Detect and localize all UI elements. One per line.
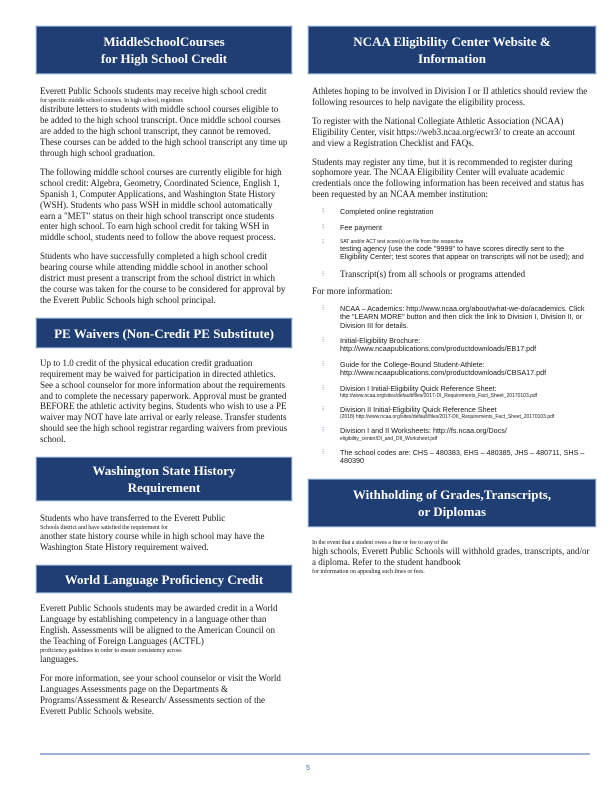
banner-title-line-1: Withholding of Grades,Transcripts, (352, 486, 552, 502)
washington-history-banner (36, 457, 292, 501)
washington-history-paragraph: Students who have transferred to the Everett Public Schools district and have satisfied the requirement for another state history course while in high school may have the Washington State History requirement waived. (40, 513, 265, 553)
ncaa-requirements-list (322, 208, 590, 279)
bullet-icon: ⁝ (322, 405, 325, 413)
pe-waivers-paragraph: Up to 1.0 credit of the physical education credit graduation requirement may be waived for participation in directed athletics. See a school counselor for more information about the requirements and to complete the necessary paperwork. Approval must be granted BEFORE the athletic activity begins. Students who wish to use a PE waiver may NOT have late arrival or early release. Transfer students should see the high school registrar regarding waivers from previous school. (40, 357, 288, 445)
list-item: ⁝ Completed online registration (322, 207, 434, 217)
banner-title-line-1: NCAA Eligibility Center Website & (353, 34, 551, 49)
ncaa-resources-list (322, 305, 590, 466)
list-item: ⁝ Division I Initial-Eligibility Quick Reference Sheet: http://www.ncaa.org/sites/default/files/2017-DI_Requirements_Fact_Sheet_20170103.pdf (322, 383, 538, 399)
footer-divider (40, 753, 590, 755)
list-item: ⁝ Guide for the College-Bound Student-Athlete: http://www.ncaapublications.com/productdownloads/CBSA17.pdf (322, 359, 547, 378)
left-column (40, 26, 288, 717)
list-item: ⁝ SAT and/or ACT test score(s) on file from the respective testing agency (use the code "9999" to have scores directly sent to the Eligibility Center; test scores that appear on transcripts will not be used); and (322, 238, 584, 262)
list-item: ⁝ Division I and II Worksheets: http://fs.ncaa.org/Docs/ eligibility_center/DI_and_DII_Worksheet.pdf (322, 426, 507, 442)
right-column (312, 26, 590, 575)
list-item: ⁝ Initial-Eligibility Brochure: http://www.ncaapublications.com/productdownloads/EB17.pdf (322, 335, 537, 354)
bullet-icon: ⁝ (322, 269, 325, 278)
world-language-paragraph-2: For more information, see your school counselor or visit the World Languages Assessments page on the Departments & Programs/Assessment & Research/ Assessments section of the Everett Public Schools website. (40, 673, 281, 717)
withholding-banner (308, 479, 596, 527)
bullet-icon: ⁝ (322, 336, 325, 344)
bullet-icon: ⁝ (322, 208, 325, 216)
more-information-label: For more information: (312, 285, 393, 296)
bullet-icon: ⁝ (322, 360, 325, 368)
banner-title-line-2: or Diplomas (417, 503, 486, 519)
banner-title-line-1: PE Waivers (Non-Credit PE Substitute) (54, 325, 274, 341)
banner-title-line-1: World Language Proficiency Credit (64, 572, 264, 588)
ncaa-paragraph-1: Athletes hoping to be involved in Division I or II athletics should review the following resources to help navigate the eligibility process. (312, 86, 588, 107)
withholding-paragraph: In the event that a student owes a fine or fee to any of the high schools, Everett Public Schools will withhold grades, transcripts, and/or a diploma. Refer to the student handbook for information on appealing such fines or fees. (312, 538, 590, 575)
bullet-icon: ⁝ (322, 448, 325, 456)
bullet-icon: ⁝ (322, 384, 325, 392)
bullet-icon: ⁝ (322, 427, 325, 435)
middle-school-paragraph-2: The following middle school courses are currently eligible for high school credit: Algebra, Geometry, Coordinated Science, English 1, Spanish 1, Computer Applications, and Washington State History (WSH). Students who pass WSH in middle school automatically earn a "MET" status on their high school transcript once students enter high school. To earn high school credit for taking WSH in middle school, students need to follow the above request process. (40, 166, 282, 243)
banner-title-line-2: Information (418, 51, 486, 66)
ncaa-paragraph-3: Students may register any time, but it is recommended to register during sophomore year. The NCAA Eligibility Center will evaluate academic credentials once the following information has been received and status has been requested by an NCAA member institution: (312, 156, 584, 200)
middle-school-paragraph-1: Everett Public Schools students may receive high school credit for specific middle school courses. In high school, registrars distribute letters to students with middle school courses eligible to be added to the high school transcript. Once middle school courses are added to the high school transcript, they cannot be removed. These courses can be added to the high school transcript any time up through high school graduation. (40, 86, 288, 159)
world-language-paragraph-1: Everett Public Schools students may be awarded credit in a World Language by establishing competency in a language other than English. Assessments will be aligned to the American Council on the Teaching of Foreign Languages (ACTFL) proficiency guidelines in order to ensure consistency across languages. (40, 603, 278, 665)
bullet-icon: ⁝ (322, 223, 325, 231)
list-item: ⁝ The school codes are: CHS – 480383, EHS – 480385, JHS – 480711, SHS – 480390 (322, 447, 585, 466)
ncaa-banner (308, 26, 596, 74)
bullet-icon: ⁝ (322, 304, 325, 312)
banner-title-line-1: Washington State History (92, 463, 236, 479)
ncaa-paragraph-2: To register with the National Collegiate Athletic Association (NCAA) Eligibility Center, visit https://web3.ncaa.org/ecwr3/ to create an account and view a Registration Checklist and FAQs. (312, 115, 575, 148)
list-item: ⁝ Division II Initial-Eligibility Quick Reference Sheet (2018) http://www.ncaa.org/sites/default/files/2017-DII_Requirements_Fact_Sheet_20170103.pdf (322, 404, 555, 421)
banner-title-line-2: for High School Credit (100, 51, 228, 66)
world-language-banner (36, 565, 292, 593)
list-item: ⁝ Transcript(s) from all schools or programs attended (322, 268, 526, 279)
pe-waivers-banner (36, 318, 292, 348)
banner-title-line-1: MiddleSchoolCourses (103, 34, 225, 49)
bullet-icon: ⁝ (322, 238, 325, 246)
banner-title-line-2: Requirement (127, 480, 201, 496)
middle-school-courses-banner (36, 26, 292, 74)
middle-school-paragraph-3: Students who have successfully completed a high school credit bearing course while attending middle school in another school district must present a transcript from the school district in which the course was taken for the course to be considered for approval by the Everett Public Schools high school principal. (40, 251, 286, 305)
list-item: ⁝ Fee payment (322, 222, 382, 232)
page-number: 5 (306, 765, 310, 772)
list-item: ⁝ NCAA – Academics: http://www.ncaa.org/about/what-we-do/academics. Click the "LEARN MORE" button and then click the link to Division I, Division II, or Division III for details. (322, 303, 585, 330)
